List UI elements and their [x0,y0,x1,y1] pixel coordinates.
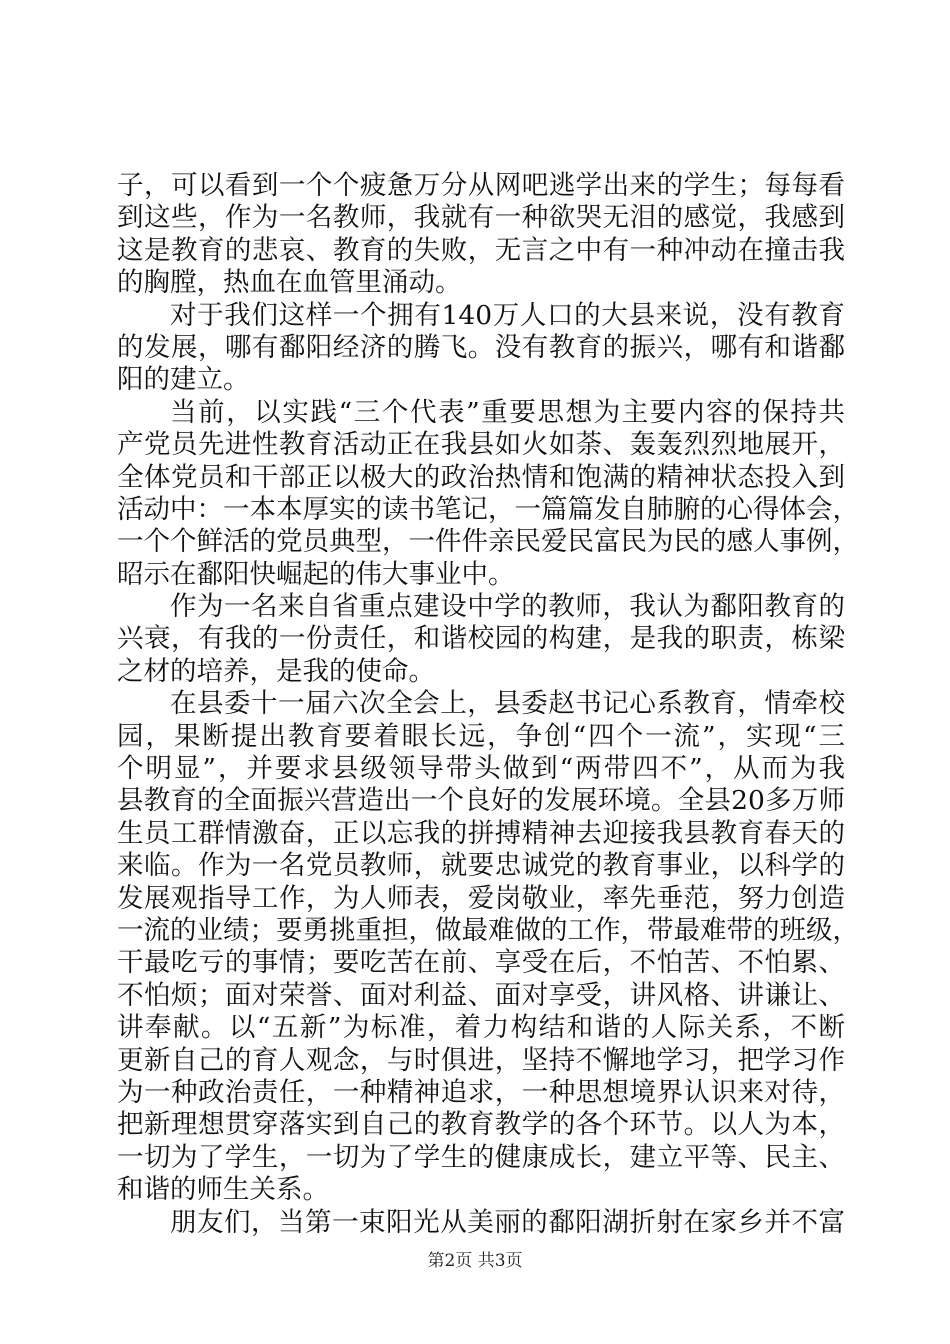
text-line: 和谐的师生关系。 [117,1174,329,1206]
text-line: 干最吃亏的事情；要吃苦在前、享受在后，不怕苦、不怕累、 [117,947,845,979]
text-line: 阳的建立。 [117,364,250,396]
text-line: 一流的业绩；要勇挑重担，做最难做的工作，带最难带的班级， [117,914,859,946]
text-line: 之材的培养，是我的使命。 [117,655,435,687]
text-line: 全体党员和干部正以极大的政治热情和饱满的精神状态投入到 [117,461,845,493]
text-line: 作为一名来自省重点建设中学的教师，我认为鄱阳教育的 [170,591,845,623]
text-line: 朋友们，当第一束阳光从美丽的鄱阳湖折射在家乡并不富 [170,1206,845,1238]
text-line: 更新自己的育人观念，与时俱进，坚持不懈地学习，把学习作 [117,1044,845,1076]
text-line: 兴衰，有我的一份责任，和谐校园的构建，是我的职责，栋梁 [117,623,845,655]
text-line: 不怕烦；面对荣誉、面对利益、面对享受，讲风格、讲谦让、 [117,979,845,1011]
text-line: 产党员先进性教育活动正在我县如火如荼、轰轰烈烈地展开， [117,429,845,461]
text-line: 对于我们这样一个拥有140万人口的大县来说，没有教育 [170,299,845,331]
text-line: 生员工群情激奋，正以忘我的拼搏精神去迎接我县教育春天的 [117,817,845,849]
text-line: 当前，以实践“三个代表”重要思想为主要内容的保持共 [170,396,845,428]
text-line: 县教育的全面振兴营造出一个良好的发展环境。全县20多万师 [117,785,845,817]
text-line: 讲奉献。以“五新”为标准，着力构结和谐的人际关系，不断 [117,1012,845,1044]
text-line: 到这些，作为一名教师，我就有一种欲哭无泪的感觉，我感到 [117,202,845,234]
text-line: 的胸膛，热血在血管里涌动。 [117,267,462,299]
text-line: 来临。作为一名党员教师，就要忠诚党的教育事业，以科学的 [117,850,845,882]
body-text [117,170,859,1239]
text-line: 这是教育的悲哀、教育的失败，无言之中有一种冲动在撞击我 [117,234,845,266]
text-line: 发展观指导工作，为人师表，爱岗敬业，率先垂范，努力创造 [117,882,845,914]
text-line: 的发展，哪有鄱阳经济的腾飞。没有教育的振兴，哪有和谐鄱 [117,331,845,363]
page-footer: 第2页 共3页 [427,1251,523,1271]
text-line: 个明显”，并要求县级领导带头做到“两带四不”，从而为我 [117,753,845,785]
text-line: 园，果断提出教育要着眼长远，争创“四个一流”，实现“三 [117,720,845,752]
text-line: 一个个鲜活的党员典型，一件件亲民爱民富民为民的感人事例， [117,526,859,558]
text-line: 活动中：一本本厚实的读书笔记，一篇篇发自肺腑的心得体会， [117,493,859,525]
text-line: 子，可以看到一个个疲惫万分从网吧逃学出来的学生；每每看 [117,170,845,201]
text-line: 为一种政治责任，一种精神追求，一种思想境界认识来对待， [117,1076,845,1108]
text-line: 把新理想贯穿落实到自己的教育教学的各个环节。以人为本， [117,1109,845,1141]
text-line: 在县委十一届六次全会上，县委赵书记心系教育，情牵校 [170,688,845,720]
text-line: 昭示在鄱阳快崛起的伟大事业中。 [117,558,515,590]
text-line: 一切为了学生，一切为了学生的健康成长，建立平等、民主、 [117,1141,845,1173]
